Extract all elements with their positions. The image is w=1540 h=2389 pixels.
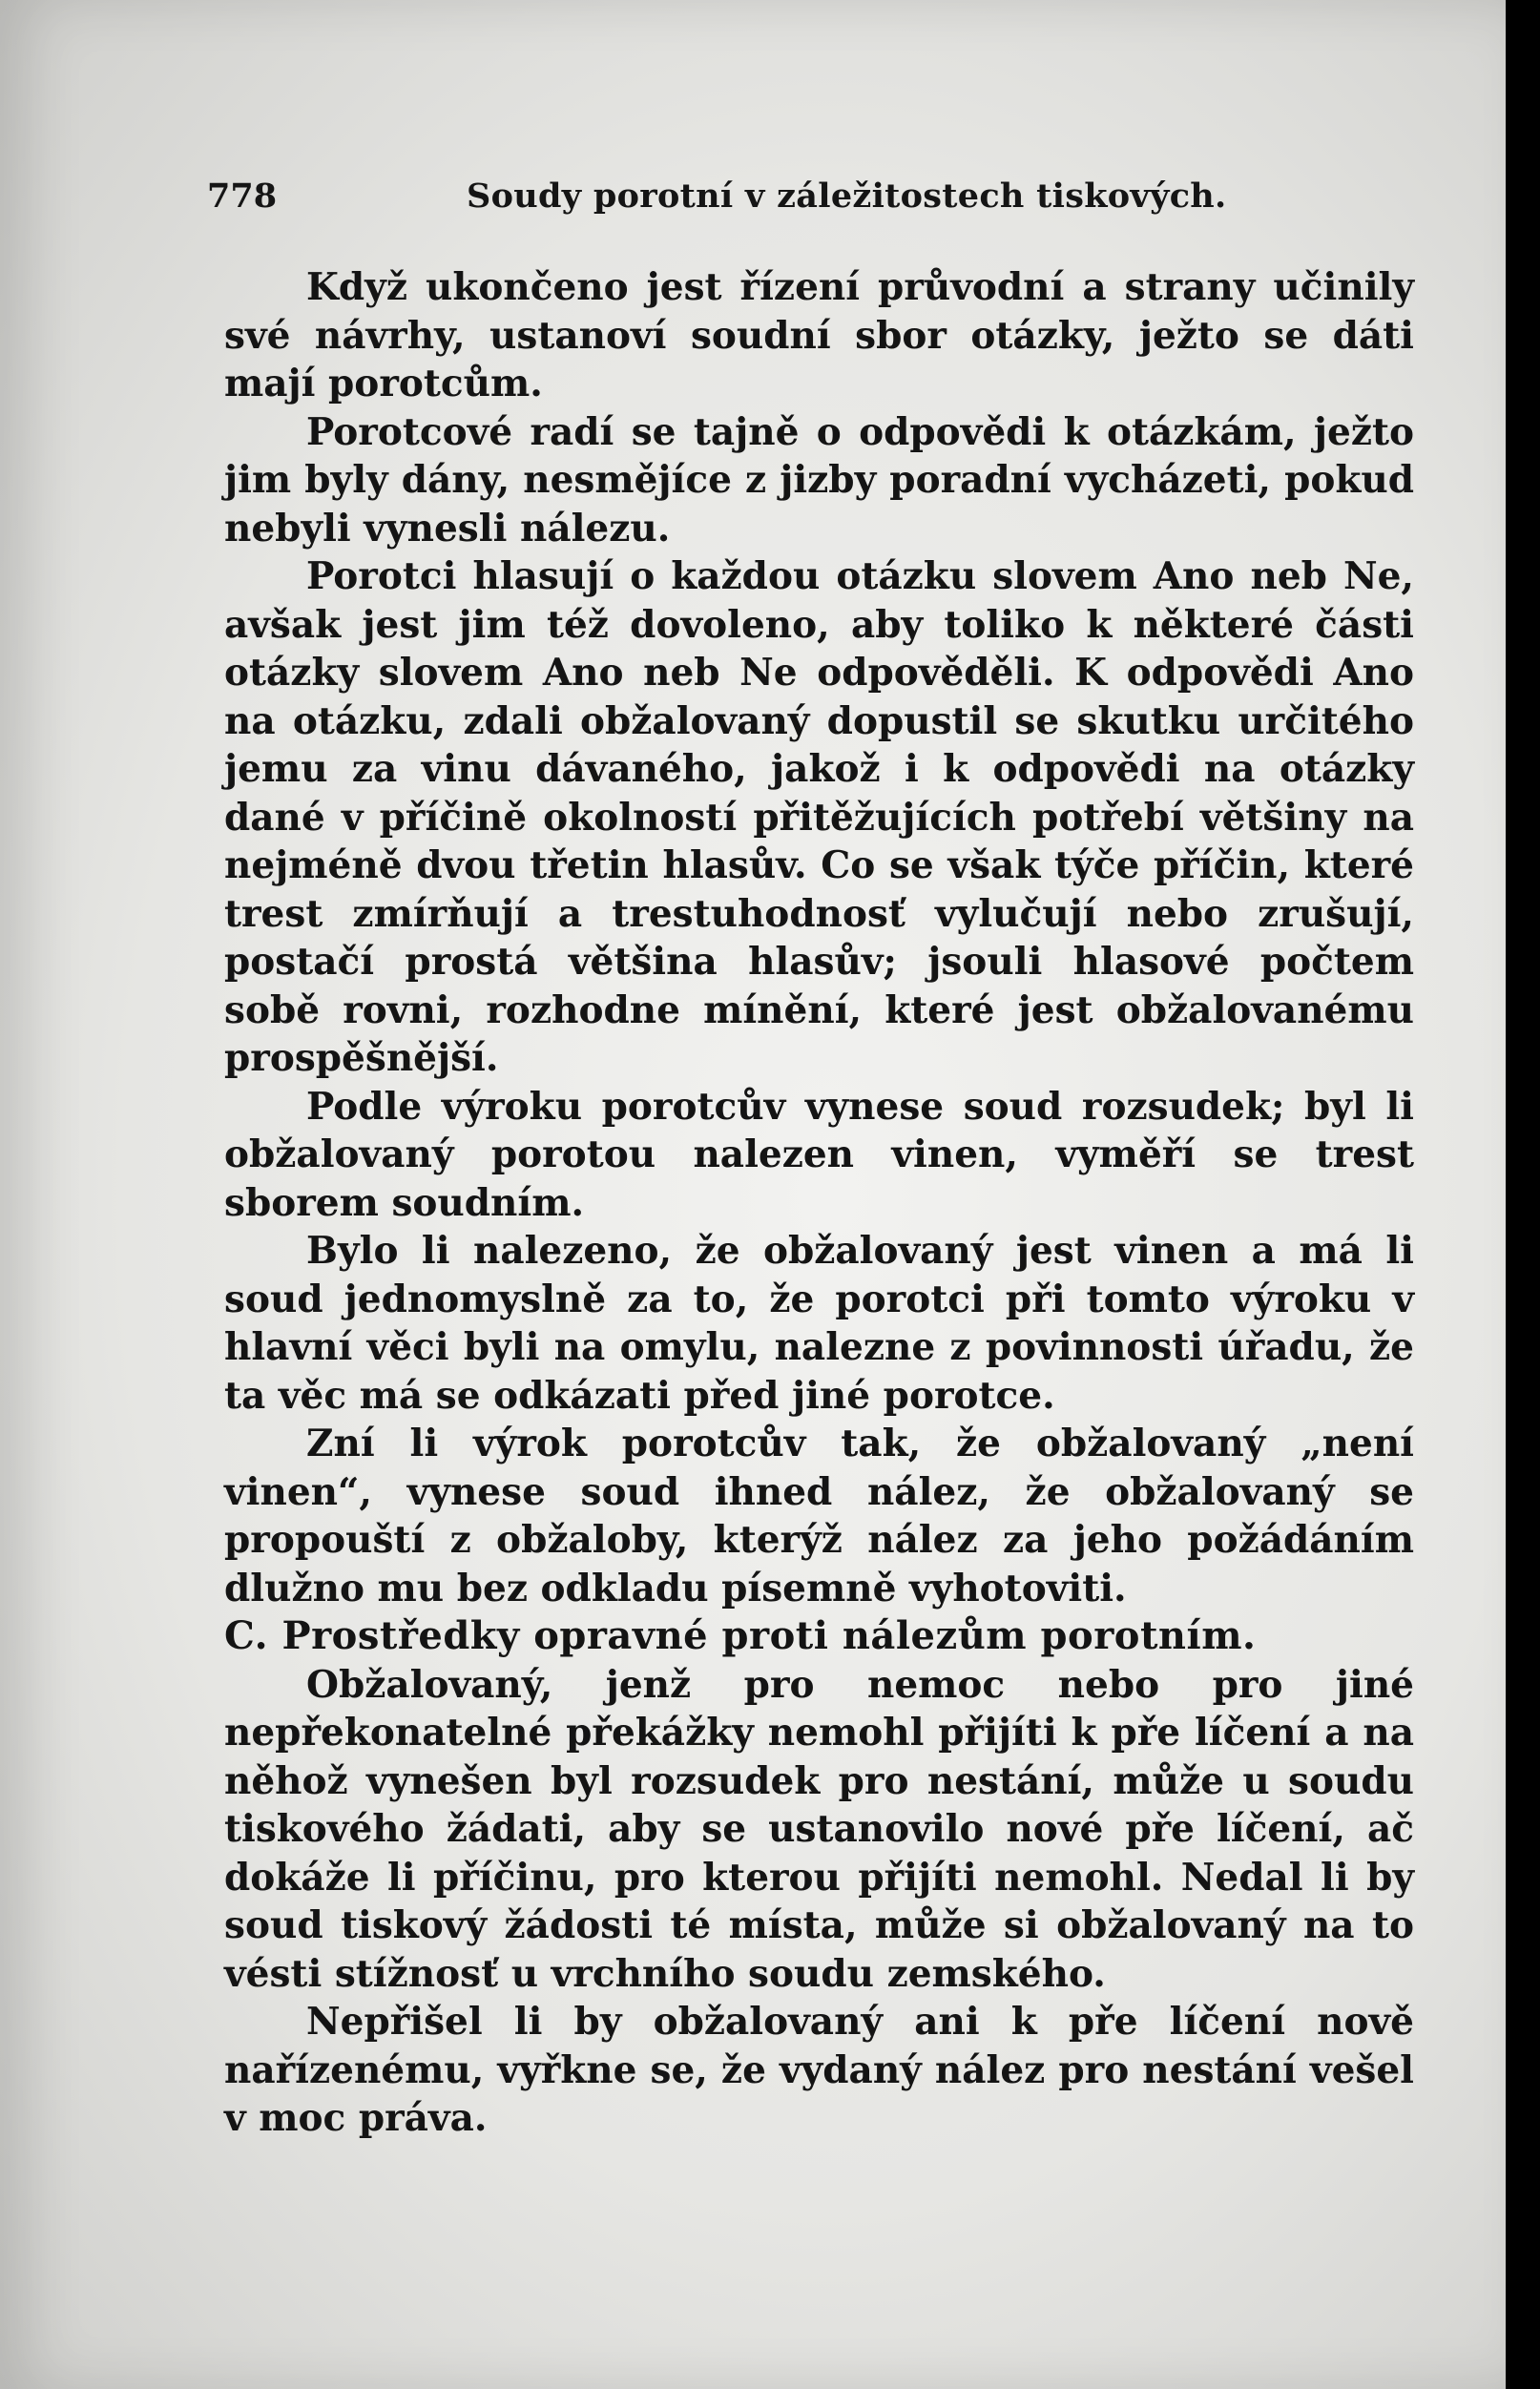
section-heading: C. Prostředky opravné proti nálezům porotním. — [224, 1613, 1257, 1658]
paragraph: Nepřišel li by obžalovaný ani k pře líčení nově nařízenému, vyřkne se, že vydaný nález pro nestání vešel v moc práva. — [224, 2000, 1414, 2140]
paragraph: Zní li výrok porotcův tak, že obžalovaný „není vinen“, vynese soud ihned nález, že obžalovaný se propouští z obžaloby, kterýž nález za jeho požádáním dlužno mu bez odkladu písemně vyhotoviti. — [224, 1422, 1414, 1610]
paragraph: Porotci hlasují o každou otázku slovem Ano neb Ne, avšak jest jim též dovoleno, aby toliko k některé části otázky slovem Ano neb Ne odpověděli. K odpovědi Ano na otázku, zdali obžalovaný dopustil se skutku určitého jemu za vinu dávaného, jakož i k odpovědi na otázky dané v příčině okolností přitěžujících potřebí většiny na nejméně dvou třetin hlasův. Co se však týče příčin, které trest zmírňují a trestuhodnosť vylučují nebo zrušují, postačí prostá většina hlasův; jsouli hlasové počtem sobě rovni, rozhodne mínění, které jest obžalovanému prospěšnější. — [224, 554, 1414, 1080]
page-number: 778 — [207, 177, 278, 216]
paragraph: Porotcové radí se tajně o odpovědi k otázkám, ježto jim byly dány, nesmějíce z jizby poradní vycházeti, pokud nebyli vynesli nálezu. — [224, 409, 1414, 551]
paragraph: Obžalovaný, jenž pro nemoc nebo pro jiné nepřekonatelné překážky nemohl přijíti k pře líčení a na něhož vynešen byl rozsudek pro nestání, může u soudu tiskového žádati, aby se ustanovilo nové pře líčení, ač dokáže li příčinu, pro kterou přijíti nemohl. Nedal li by soud tiskový žádosti té místa, může si obžalovaný na to vésti stížnosť u vrchního soudu zemského. — [224, 1662, 1414, 1996]
page-body — [224, 263, 1414, 2143]
scan-edge — [1506, 0, 1540, 2389]
paragraph: Když ukončeno jest řízení průvodní a strany učinily své návrhy, ustanoví soudní sbor otázky, ježto se dáti mají porotcům. — [224, 265, 1414, 405]
running-title: Soudy porotní v záležitostech tiskových. — [467, 177, 1227, 216]
paragraph: Podle výroku porotcův vynese soud rozsudek; byl li obžalovaný porotou nalezen vinen, vyměří se trest sborem soudním. — [224, 1084, 1414, 1225]
paragraph: Bylo li nalezeno, že obžalovaný jest vinen a má li soud jednomyslně za to, že porotci při tomto výroku v hlavní věci byli na omylu, nalezne z povinnosti úřadu, že ta věc má se odkázati před jiné porotce. — [224, 1229, 1414, 1418]
